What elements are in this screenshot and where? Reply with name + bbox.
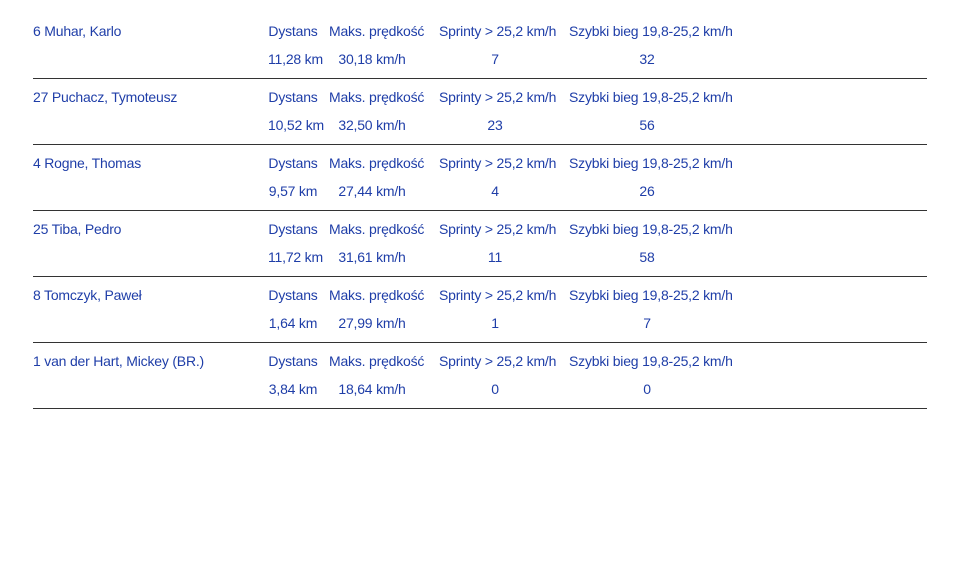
- player-name: 25 Tiba, Pedro: [33, 221, 122, 237]
- max-speed-label: Maks. prędkość: [329, 23, 425, 39]
- max-speed-value: 27,44 km/h: [338, 183, 406, 199]
- fast-runs-value: 32: [639, 51, 655, 67]
- fast-runs-value: 26: [639, 183, 655, 199]
- player-name: 1 van der Hart, Mickey (BR.): [33, 353, 204, 369]
- player-row: [33, 80, 927, 145]
- player-row: [33, 14, 927, 79]
- max-speed-label: Maks. prędkość: [329, 221, 425, 237]
- sprints-label: Sprinty > 25,2 km/h: [439, 23, 557, 39]
- distance-value: 1,64 km: [268, 315, 318, 331]
- max-speed-label: Maks. prędkość: [329, 287, 425, 303]
- player-name: 6 Muhar, Karlo: [33, 23, 122, 39]
- fast-runs-value: 0: [643, 381, 651, 397]
- max-speed-value: 31,61 km/h: [338, 249, 406, 265]
- distance-value: 9,57 km: [268, 183, 318, 199]
- max-speed-value: 32,50 km/h: [338, 117, 406, 133]
- sprints-value: 4: [491, 183, 499, 199]
- fast-runs-label: Szybki bieg 19,8-25,2 km/h: [569, 155, 733, 171]
- fast-runs-value: 56: [639, 117, 655, 133]
- distance-value: 3,84 km: [268, 381, 318, 397]
- sprints-value: 7: [491, 51, 499, 67]
- distance-label: Dystans: [268, 89, 318, 105]
- fast-runs-label: Szybki bieg 19,8-25,2 km/h: [569, 89, 733, 105]
- sprints-label: Sprinty > 25,2 km/h: [439, 287, 557, 303]
- max-speed-value: 30,18 km/h: [338, 51, 406, 67]
- fast-runs-value: 7: [643, 315, 651, 331]
- sprints-label: Sprinty > 25,2 km/h: [439, 155, 557, 171]
- sprints-label: Sprinty > 25,2 km/h: [439, 221, 557, 237]
- distance-label: Dystans: [268, 23, 318, 39]
- player-name: 27 Puchacz, Tymoteusz: [33, 89, 178, 105]
- max-speed-label: Maks. prędkość: [329, 155, 425, 171]
- player-name: 8 Tomczyk, Paweł: [33, 287, 142, 303]
- distance-label: Dystans: [268, 353, 318, 369]
- max-speed-label: Maks. prędkość: [329, 353, 425, 369]
- sprints-value: 0: [491, 381, 499, 397]
- max-speed-label: Maks. prędkość: [329, 89, 425, 105]
- sprints-value: 11: [487, 249, 503, 265]
- player-stats-list: [33, 14, 927, 410]
- distance-label: Dystans: [268, 221, 318, 237]
- max-speed-value: 18,64 km/h: [338, 381, 406, 397]
- sprints-label: Sprinty > 25,2 km/h: [439, 89, 557, 105]
- sprints-value: 1: [491, 315, 499, 331]
- fast-runs-label: Szybki bieg 19,8-25,2 km/h: [569, 287, 733, 303]
- player-row: [33, 146, 927, 211]
- distance-value: 11,28 km: [268, 51, 323, 67]
- player-name: 4 Rogne, Thomas: [33, 155, 142, 171]
- distance-value: 10,52 km: [268, 117, 324, 133]
- fast-runs-value: 58: [639, 249, 655, 265]
- player-row: [33, 212, 927, 277]
- distance-label: Dystans: [268, 287, 318, 303]
- fast-runs-label: Szybki bieg 19,8-25,2 km/h: [569, 353, 733, 369]
- player-row: [33, 344, 927, 409]
- fast-runs-label: Szybki bieg 19,8-25,2 km/h: [569, 221, 733, 237]
- player-row: [33, 278, 927, 343]
- distance-value: 11,72 km: [268, 249, 323, 265]
- distance-label: Dystans: [268, 155, 318, 171]
- sprints-label: Sprinty > 25,2 km/h: [439, 353, 557, 369]
- sprints-value: 23: [487, 117, 503, 133]
- max-speed-value: 27,99 km/h: [338, 315, 406, 331]
- fast-runs-label: Szybki bieg 19,8-25,2 km/h: [569, 23, 733, 39]
